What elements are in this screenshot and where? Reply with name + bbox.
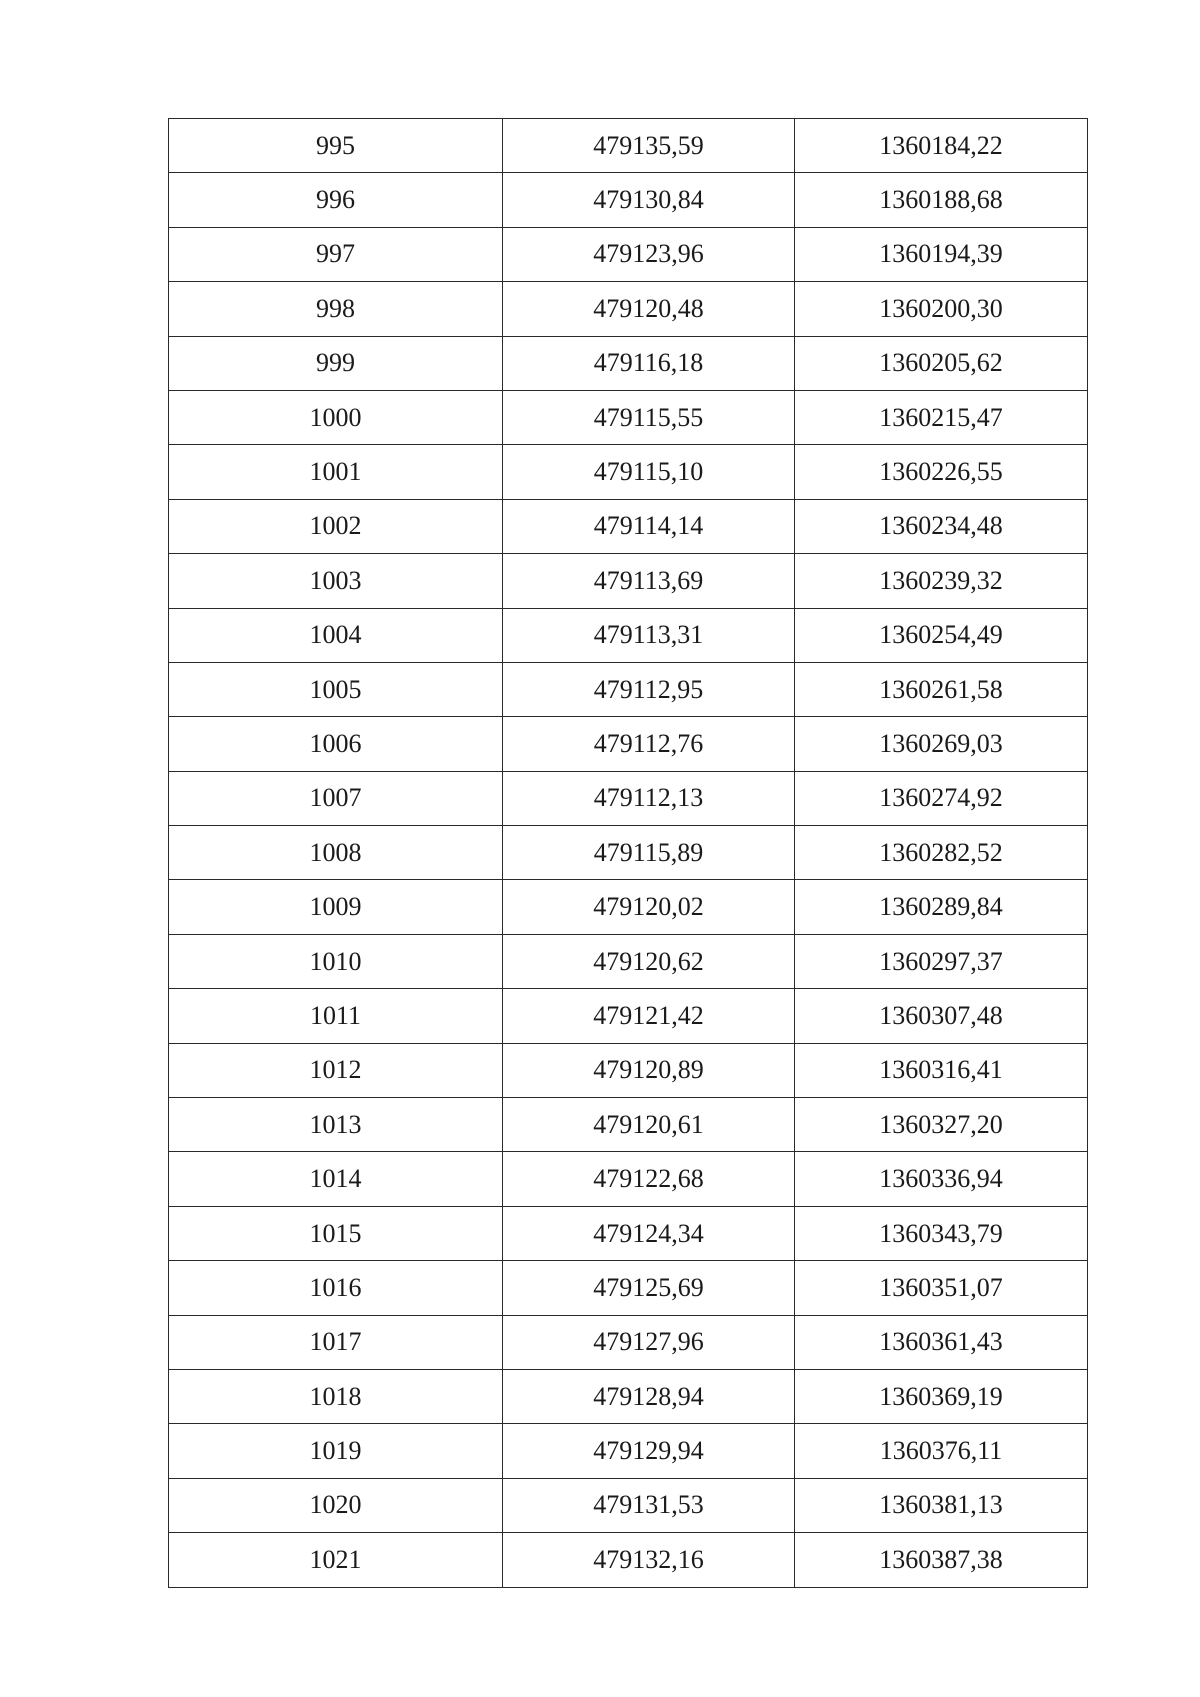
y-coordinate-cell: 1360343,79 bbox=[795, 1206, 1088, 1260]
coordinates-table-body bbox=[169, 119, 1088, 1588]
y-coordinate-cell: 1360307,48 bbox=[795, 989, 1088, 1043]
point-number-cell: 1020 bbox=[169, 1478, 503, 1532]
x-coordinate-cell: 479131,53 bbox=[503, 1478, 795, 1532]
x-coordinate-cell: 479135,59 bbox=[503, 119, 795, 173]
y-coordinate-cell: 1360226,55 bbox=[795, 445, 1088, 499]
y-coordinate-cell: 1360194,39 bbox=[795, 227, 1088, 281]
x-coordinate-cell: 479120,62 bbox=[503, 934, 795, 988]
y-coordinate-cell: 1360387,38 bbox=[795, 1533, 1088, 1587]
y-coordinate-cell: 1360369,19 bbox=[795, 1369, 1088, 1423]
x-coordinate-cell: 479114,14 bbox=[503, 499, 795, 553]
point-number-cell: 1012 bbox=[169, 1043, 503, 1097]
point-number-cell: 1015 bbox=[169, 1206, 503, 1260]
point-number-cell: 995 bbox=[169, 119, 503, 173]
y-coordinate-cell: 1360361,43 bbox=[795, 1315, 1088, 1369]
x-coordinate-cell: 479115,10 bbox=[503, 445, 795, 499]
y-coordinate-cell: 1360376,11 bbox=[795, 1424, 1088, 1478]
point-number-cell: 1021 bbox=[169, 1533, 503, 1587]
point-number-cell: 999 bbox=[169, 336, 503, 390]
x-coordinate-cell: 479130,84 bbox=[503, 173, 795, 227]
table-row bbox=[169, 1533, 1088, 1587]
y-coordinate-cell: 1360316,41 bbox=[795, 1043, 1088, 1097]
x-coordinate-cell: 479120,48 bbox=[503, 282, 795, 336]
y-coordinate-cell: 1360327,20 bbox=[795, 1098, 1088, 1152]
table-row bbox=[169, 880, 1088, 934]
y-coordinate-cell: 1360254,49 bbox=[795, 608, 1088, 662]
y-coordinate-cell: 1360274,92 bbox=[795, 771, 1088, 825]
y-coordinate-cell: 1360215,47 bbox=[795, 390, 1088, 444]
y-coordinate-cell: 1360184,22 bbox=[795, 119, 1088, 173]
y-coordinate-cell: 1360289,84 bbox=[795, 880, 1088, 934]
y-coordinate-cell: 1360381,13 bbox=[795, 1478, 1088, 1532]
point-number-cell: 1018 bbox=[169, 1369, 503, 1423]
x-coordinate-cell: 479124,34 bbox=[503, 1206, 795, 1260]
point-number-cell: 1003 bbox=[169, 554, 503, 608]
point-number-cell: 1000 bbox=[169, 390, 503, 444]
table-row bbox=[169, 282, 1088, 336]
x-coordinate-cell: 479120,61 bbox=[503, 1098, 795, 1152]
table-row bbox=[169, 1369, 1088, 1423]
point-number-cell: 1001 bbox=[169, 445, 503, 499]
x-coordinate-cell: 479121,42 bbox=[503, 989, 795, 1043]
point-number-cell: 1010 bbox=[169, 934, 503, 988]
table-row bbox=[169, 173, 1088, 227]
x-coordinate-cell: 479112,76 bbox=[503, 717, 795, 771]
table-row bbox=[169, 227, 1088, 281]
y-coordinate-cell: 1360205,62 bbox=[795, 336, 1088, 390]
point-number-cell: 1008 bbox=[169, 826, 503, 880]
point-number-cell: 1007 bbox=[169, 771, 503, 825]
y-coordinate-cell: 1360234,48 bbox=[795, 499, 1088, 553]
y-coordinate-cell: 1360239,32 bbox=[795, 554, 1088, 608]
point-number-cell: 1006 bbox=[169, 717, 503, 771]
table-row bbox=[169, 1261, 1088, 1315]
table-row bbox=[169, 554, 1088, 608]
table-row bbox=[169, 1424, 1088, 1478]
point-number-cell: 1004 bbox=[169, 608, 503, 662]
table-row bbox=[169, 771, 1088, 825]
table-row bbox=[169, 1315, 1088, 1369]
point-number-cell: 1013 bbox=[169, 1098, 503, 1152]
table-row bbox=[169, 1206, 1088, 1260]
y-coordinate-cell: 1360297,37 bbox=[795, 934, 1088, 988]
table-row bbox=[169, 826, 1088, 880]
table-row bbox=[169, 662, 1088, 716]
x-coordinate-cell: 479112,95 bbox=[503, 662, 795, 716]
table-row bbox=[169, 336, 1088, 390]
table-row bbox=[169, 119, 1088, 173]
x-coordinate-cell: 479115,89 bbox=[503, 826, 795, 880]
table-row bbox=[169, 445, 1088, 499]
table-row bbox=[169, 1043, 1088, 1097]
table-row bbox=[169, 1152, 1088, 1206]
point-number-cell: 1005 bbox=[169, 662, 503, 716]
point-number-cell: 1017 bbox=[169, 1315, 503, 1369]
table-row bbox=[169, 608, 1088, 662]
point-number-cell: 1014 bbox=[169, 1152, 503, 1206]
table-row bbox=[169, 934, 1088, 988]
point-number-cell: 996 bbox=[169, 173, 503, 227]
x-coordinate-cell: 479128,94 bbox=[503, 1369, 795, 1423]
point-number-cell: 1009 bbox=[169, 880, 503, 934]
point-number-cell: 998 bbox=[169, 282, 503, 336]
x-coordinate-cell: 479122,68 bbox=[503, 1152, 795, 1206]
x-coordinate-cell: 479120,02 bbox=[503, 880, 795, 934]
x-coordinate-cell: 479120,89 bbox=[503, 1043, 795, 1097]
x-coordinate-cell: 479123,96 bbox=[503, 227, 795, 281]
x-coordinate-cell: 479116,18 bbox=[503, 336, 795, 390]
point-number-cell: 1019 bbox=[169, 1424, 503, 1478]
x-coordinate-cell: 479132,16 bbox=[503, 1533, 795, 1587]
x-coordinate-cell: 479127,96 bbox=[503, 1315, 795, 1369]
x-coordinate-cell: 479125,69 bbox=[503, 1261, 795, 1315]
point-number-cell: 1002 bbox=[169, 499, 503, 553]
y-coordinate-cell: 1360261,58 bbox=[795, 662, 1088, 716]
table-row bbox=[169, 717, 1088, 771]
y-coordinate-cell: 1360351,07 bbox=[795, 1261, 1088, 1315]
x-coordinate-cell: 479113,31 bbox=[503, 608, 795, 662]
y-coordinate-cell: 1360336,94 bbox=[795, 1152, 1088, 1206]
y-coordinate-cell: 1360188,68 bbox=[795, 173, 1088, 227]
point-number-cell: 997 bbox=[169, 227, 503, 281]
x-coordinate-cell: 479129,94 bbox=[503, 1424, 795, 1478]
y-coordinate-cell: 1360200,30 bbox=[795, 282, 1088, 336]
table-row bbox=[169, 989, 1088, 1043]
table-row bbox=[169, 499, 1088, 553]
point-number-cell: 1011 bbox=[169, 989, 503, 1043]
coordinates-table bbox=[168, 118, 1088, 1588]
x-coordinate-cell: 479115,55 bbox=[503, 390, 795, 444]
y-coordinate-cell: 1360282,52 bbox=[795, 826, 1088, 880]
y-coordinate-cell: 1360269,03 bbox=[795, 717, 1088, 771]
x-coordinate-cell: 479113,69 bbox=[503, 554, 795, 608]
table-row bbox=[169, 1478, 1088, 1532]
table-row bbox=[169, 390, 1088, 444]
point-number-cell: 1016 bbox=[169, 1261, 503, 1315]
table-row bbox=[169, 1098, 1088, 1152]
x-coordinate-cell: 479112,13 bbox=[503, 771, 795, 825]
